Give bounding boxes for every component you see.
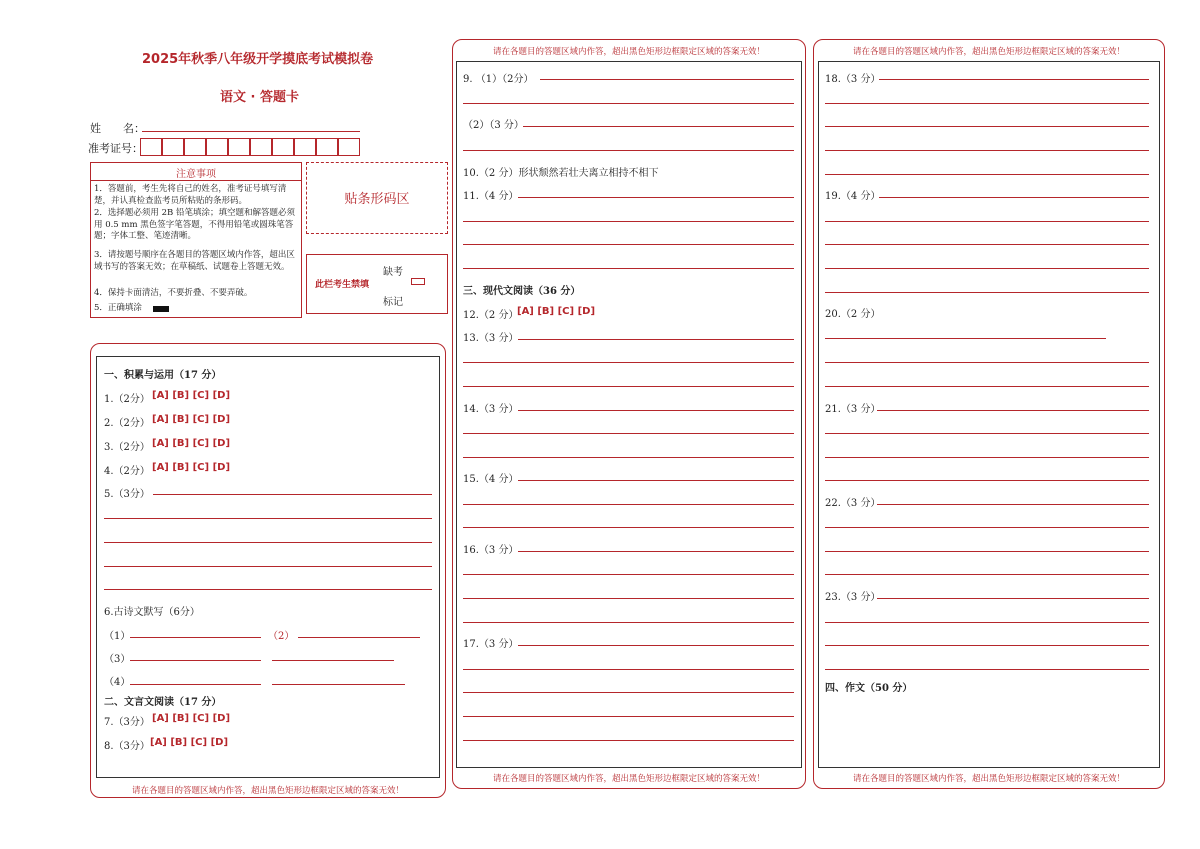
answer-line[interactable] [825, 669, 1149, 670]
q19-label: 19.（4 分） [825, 191, 881, 202]
id-cell[interactable] [294, 138, 316, 156]
q4-options[interactable]: [A] [B] [C] [D] [152, 462, 231, 473]
q22-label: 22.（3 分） [825, 498, 881, 509]
answer-line[interactable] [298, 637, 420, 638]
q9-label: 9. （1）（2分） [463, 74, 534, 85]
notice-item-1: 1．答题前，考生先将自己的姓名，准考证号填写清楚，并认真检查监考员所粘贴的条形码。 [94, 184, 287, 206]
answer-line[interactable] [825, 527, 1149, 528]
q8-label: 8.（3分） [104, 741, 150, 752]
q12-label: 12.（2 分） [463, 310, 519, 321]
answer-line[interactable] [104, 589, 432, 590]
id-cell[interactable] [162, 138, 184, 156]
q1-options[interactable]: [A] [B] [C] [D] [152, 390, 231, 401]
answer-line[interactable] [130, 684, 261, 685]
answer-line[interactable] [540, 79, 794, 80]
section-2-title: 二、文言文阅读（17 分） [104, 697, 222, 708]
exam-title: 2025年秋季八年级开学摸底考试模拟卷 [142, 52, 374, 67]
notice-box [90, 162, 302, 318]
answer-line[interactable] [877, 410, 1149, 411]
notice-item-3: 3．请按题号顺序在各题目的答题区域内作答，超出区域书写的答案无效；在草稿纸、试题卷上答题无效。 [94, 250, 295, 272]
warning-text-2-top: 请在各题目的答题区域内作答，超出黑色矩形边框限定区域的答案无效！ [492, 47, 765, 57]
answer-line[interactable] [825, 221, 1149, 222]
answer-line[interactable] [104, 566, 432, 567]
answer-line[interactable] [463, 598, 794, 599]
answer-line[interactable] [518, 410, 794, 411]
q15-label: 15.（4 分） [463, 474, 519, 485]
answer-line[interactable] [825, 174, 1149, 175]
q1-label: 1.（2分） [104, 394, 150, 405]
barcode-label: 贴条形码区 [344, 192, 410, 207]
answer-line[interactable] [518, 197, 794, 198]
section-1-title: 一、积累与运用（17 分） [104, 370, 222, 381]
q2-label: 2.（2分） [104, 418, 150, 429]
id-cell[interactable] [316, 138, 338, 156]
q13-label: 13.（3 分） [463, 333, 519, 344]
id-cell[interactable] [338, 138, 360, 156]
absent-checkbox[interactable] [411, 278, 425, 285]
warning-text-3-top: 请在各题目的答题区域内作答，超出黑色矩形边框限定区域的答案无效！ [852, 47, 1125, 57]
answer-line[interactable] [463, 527, 794, 528]
warning-text-2-bottom: 请在各题目的答题区域内作答，超出黑色矩形边框限定区域的答案无效！ [492, 774, 765, 784]
absent-forbid-label: 此栏考生禁填 [315, 280, 370, 290]
q23-label: 23.（3 分） [825, 592, 881, 603]
absent-top-label: 缺考 [383, 267, 403, 278]
answer-line[interactable] [523, 126, 794, 127]
name-field[interactable] [142, 131, 360, 132]
q8-options[interactable]: [A] [B] [C] [D] [150, 737, 229, 748]
answer-line[interactable] [825, 480, 1149, 481]
name-label: 姓 名： [90, 122, 145, 135]
answer-line[interactable] [825, 457, 1149, 458]
notice-item-5: 5．正确填涂 [94, 303, 142, 313]
q2-options[interactable]: [A] [B] [C] [D] [152, 414, 231, 425]
q16-label: 16.（3 分） [463, 545, 519, 556]
answer-line[interactable] [463, 244, 794, 245]
q9-2-label: （2）（3 分） [463, 120, 524, 131]
answer-line[interactable] [518, 551, 794, 552]
q7-options[interactable]: [A] [B] [C] [D] [152, 713, 231, 724]
answer-line[interactable] [130, 660, 261, 661]
answer-line[interactable] [825, 622, 1149, 623]
id-cell[interactable] [272, 138, 294, 156]
answer-line[interactable] [463, 386, 794, 387]
notice-item-4: 4．保持卡面清洁，不要折叠、不要弄破。 [94, 288, 253, 298]
answer-line[interactable] [825, 338, 1106, 339]
section-4-title: 四、作文（50 分） [825, 683, 913, 694]
q3-label: 3.（2分） [104, 442, 150, 453]
q21-label: 21.（3 分） [825, 404, 881, 415]
answer-line[interactable] [879, 79, 1149, 80]
id-cell[interactable] [206, 138, 228, 156]
answer-line[interactable] [463, 692, 794, 693]
answer-line[interactable] [463, 433, 794, 434]
notice-item-2: 2．选择题必须用 2B 铅笔填涂；填空题和解答题必须用 0.5 mm 黑色签字笔答题，不得用铅笔或圆珠笔答题；字体工整、笔迹清晰。 [94, 208, 295, 241]
barcode-area [306, 162, 448, 234]
answer-line[interactable] [272, 660, 394, 661]
answer-line[interactable] [825, 362, 1149, 363]
answer-line[interactable] [463, 268, 794, 269]
q11-label: 11.（4 分） [463, 191, 519, 202]
answer-line[interactable] [825, 386, 1149, 387]
answer-line[interactable] [877, 504, 1149, 505]
q6-1-label: （1） [104, 631, 131, 642]
id-cell[interactable] [140, 138, 162, 156]
answer-line[interactable] [463, 103, 794, 104]
q6-3-label: （3） [104, 654, 131, 665]
notice-title: 注意事项 [176, 169, 216, 180]
answer-line[interactable] [463, 362, 794, 363]
answer-line[interactable] [463, 574, 794, 575]
answer-line[interactable] [463, 221, 794, 222]
q4-label: 4.（2分） [104, 466, 150, 477]
q17-label: 17.（3 分） [463, 639, 519, 650]
answer-line[interactable] [463, 669, 794, 670]
q7-label: 7.（3分） [104, 717, 150, 728]
absent-mark-box [306, 254, 448, 314]
q12-options[interactable]: [A] [B] [C] [D] [517, 306, 596, 317]
answer-line[interactable] [825, 126, 1149, 127]
warning-text-3-bottom: 请在各题目的答题区域内作答，超出黑色矩形边框限定区域的答案无效！ [852, 774, 1125, 784]
answer-line[interactable] [877, 598, 1149, 599]
warning-text-1: 请在各题目的答题区域内作答，超出黑色矩形边框限定区域的答案无效！ [131, 786, 404, 796]
answer-line[interactable] [825, 150, 1149, 151]
answer-line[interactable] [104, 518, 432, 519]
answer-line[interactable] [463, 740, 794, 741]
absent-bottom-label: 标记 [383, 297, 403, 308]
q18-label: 18.（3 分） [825, 74, 881, 85]
answer-line[interactable] [825, 645, 1149, 646]
answer-line[interactable] [825, 268, 1149, 269]
q14-label: 14.（3 分） [463, 404, 519, 415]
answer-line[interactable] [463, 150, 794, 151]
answer-line[interactable] [153, 494, 432, 495]
answer-line[interactable] [518, 645, 794, 646]
answer-line[interactable] [518, 480, 794, 481]
answer-line[interactable] [463, 716, 794, 717]
q10-label: 10.（2 分）形状颓然若壮夫离立相持不相下 [463, 168, 659, 179]
exam-subtitle: 语文 · 答题卡 [220, 90, 299, 105]
answer-line[interactable] [825, 244, 1149, 245]
answer-line[interactable] [825, 433, 1149, 434]
filled-mark-sample [153, 306, 169, 312]
answer-line[interactable] [463, 457, 794, 458]
answer-line[interactable] [825, 292, 1149, 293]
answer-line[interactable] [825, 574, 1149, 575]
answer-line[interactable] [104, 542, 432, 543]
q6-label: 6.古诗文默写（6分） [104, 607, 200, 618]
id-cell[interactable] [250, 138, 272, 156]
q20-label: 20.（2 分） [825, 309, 881, 320]
q3-options[interactable]: [A] [B] [C] [D] [152, 438, 231, 449]
q6-2-label: （2） [268, 631, 295, 642]
id-label: 准考证号： [88, 142, 143, 155]
answer-line[interactable] [825, 103, 1149, 104]
answer-line[interactable] [879, 197, 1149, 198]
answer-line[interactable] [518, 339, 794, 340]
answer-line[interactable] [463, 504, 794, 505]
id-cell[interactable] [228, 138, 250, 156]
id-cell[interactable] [184, 138, 206, 156]
q6-4-label: （4） [104, 677, 131, 688]
answer-line[interactable] [463, 622, 794, 623]
answer-line[interactable] [272, 684, 405, 685]
answer-line[interactable] [825, 551, 1149, 552]
section-3-title: 三、现代文阅读（36 分） [463, 286, 581, 297]
answer-line[interactable] [130, 637, 261, 638]
q5-label: 5.（3分） [104, 489, 150, 500]
